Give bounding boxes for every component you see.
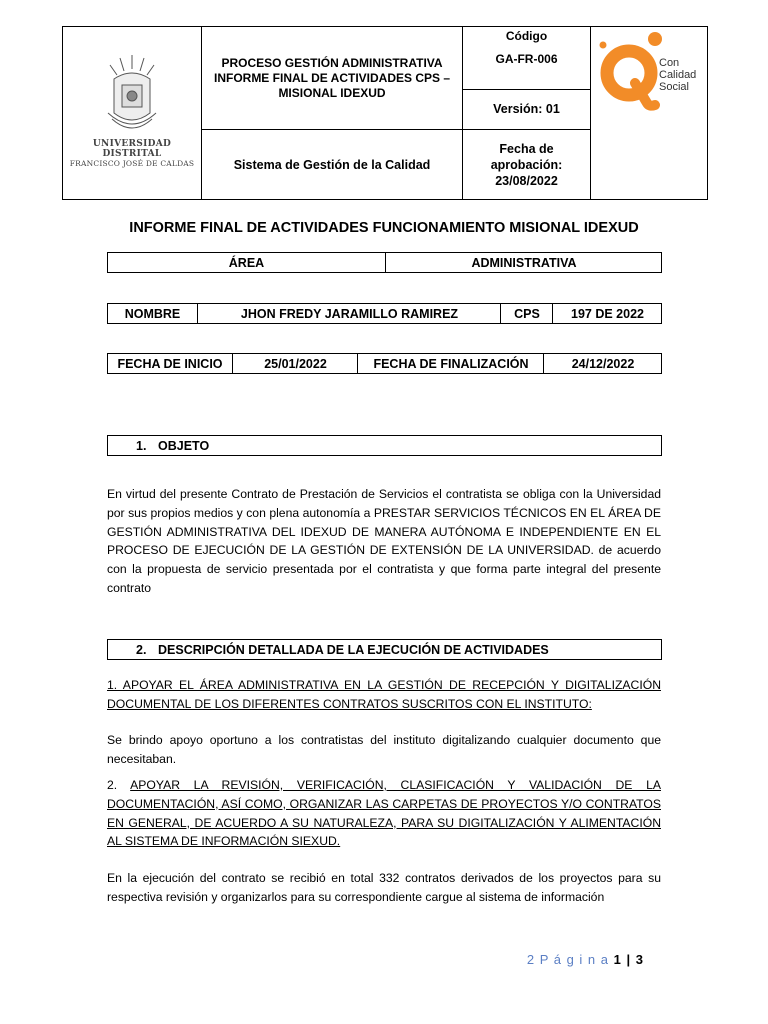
section-1-text: En virtud del presente Contrato de Prestación de Servicios el contratista se obliga con la Universidad por sus propios medios y con plena autonomía a PRESTAR SERVICIOS TÉCNICOS EN EL ÁREA DE GESTIÓN ADMINISTRATIVA DEL IDEXUD DE MANERA AUTÓNOMA E INDEPENDIENTE EN EL PROCESO DE EJECUCIÓN DE LA GESTIÓN DE EXTENSIÓN DE LA UNIVERSIDAD. de acuerdo con la propuesta de servicio presentada por el contratista y que forma parte integral del presente contrato	[107, 487, 661, 595]
university-name	[63, 139, 201, 168]
dates-table	[107, 353, 662, 374]
contractor-table	[107, 303, 662, 324]
quality-logo-word-1: Con	[659, 57, 680, 69]
university-name-line2: FRANCISCO JOSÉ DE CALDAS	[69, 159, 195, 168]
approval-label: Fecha de aprobación:	[490, 142, 563, 172]
section-2-number: 2.	[136, 642, 147, 657]
page-total: 3	[635, 952, 644, 967]
university-seal-icon	[102, 53, 162, 135]
cps-value: 197 DE 2022	[552, 304, 662, 323]
activity-2-text: En la ejecución del contrato se recibió en total 332 contratos derivados de los proyectos para su respectiva revisión y organizarlos para su correspondiente cargue al sistema de información	[107, 871, 661, 904]
activity-2-title	[107, 776, 661, 851]
approval-date: 23/08/2022	[495, 174, 558, 188]
document-title: INFORME FINAL DE ACTIVIDADES FUNCIONAMIENTO MISIONAL IDEXUD	[129, 220, 639, 236]
quality-logo-text	[659, 57, 696, 93]
end-date-value: 24/12/2022	[543, 354, 662, 373]
version: Versión: 01	[493, 102, 560, 116]
activity-1-text: Se brindo apoyo oportuno a los contratistas del instituto digitalizando cualquier documento que necesitaban.	[107, 733, 661, 766]
area-table	[107, 252, 662, 273]
university-logo	[63, 27, 201, 199]
page-current: 1	[613, 952, 622, 967]
activity-1-title: 1. APOYAR EL ÁREA ADMINISTRATIVA EN LA GESTIÓN DE RECEPCIÓN Y DIGITALIZACIÓN DOCUMENTAL DE LOS DIFERENTES CONTRATOS SUSCRITOS CON EL INSTITUTO:	[107, 678, 661, 711]
area-label: ÁREA	[228, 255, 265, 270]
university-name-line1: UNIVERSIDAD DISTRITAL	[92, 139, 172, 159]
quality-q-icon	[595, 31, 667, 111]
cps-label: CPS	[500, 304, 553, 323]
end-date-label: FECHA DE FINALIZACIÓN	[357, 354, 544, 373]
section-1-title: OBJETO	[158, 438, 210, 453]
page-prefix: 2 P á g i n a	[526, 952, 610, 967]
activity-2-title-text: APOYAR LA REVISIÓN, VERIFICACIÓN, CLASIFICACIÓN Y VALIDACIÓN DE LA DOCUMENTACIÓN, ASÍ COMO, ORGANIZAR LAS CARPETAS DE PROYECTOS Y/O CONTRATOS EN GENERAL, DE ACUERDO A SU NATURALEZA, PARA SU DIGITALIZACIÓN Y ALIMENTACIÓN AL SISTEMA DE INFORMACIÓN SIEXUD.	[107, 778, 661, 849]
quality-logo-word-3: Social	[659, 81, 689, 93]
approval-cell	[463, 130, 590, 200]
area-value: ADMINISTRATIVA	[385, 253, 662, 272]
system-name: Sistema de Gestión de la Calidad	[233, 157, 431, 172]
process-title: PROCESO GESTIÓN ADMINISTRATIVA INFORME FINAL DE ACTIVIDADES CPS – MISIONAL IDEXUD	[213, 55, 451, 100]
start-date-label: FECHA DE INICIO	[117, 356, 223, 371]
header-table	[62, 26, 708, 200]
page-footer	[527, 952, 644, 967]
section-1-number: 1.	[136, 438, 147, 453]
name-label: NOMBRE	[124, 306, 181, 321]
section-2-header	[107, 639, 662, 660]
section-2-title: DESCRIPCIÓN DETALLADA DE LA EJECUCIÓN DE ACTIVIDADES	[158, 642, 549, 657]
quality-logo	[591, 27, 708, 129]
quality-logo-word-2: Calidad	[659, 69, 697, 81]
contractor-name: JHON FREDY JARAMILLO RAMIREZ	[197, 304, 501, 323]
activity-2-number: 2.	[107, 778, 118, 792]
code-value: GA-FR-006	[495, 51, 558, 66]
page-separator: |	[626, 952, 632, 967]
start-date-value: 25/01/2022	[232, 354, 358, 373]
section-1-header	[107, 435, 662, 456]
code-label: Código	[505, 28, 548, 43]
